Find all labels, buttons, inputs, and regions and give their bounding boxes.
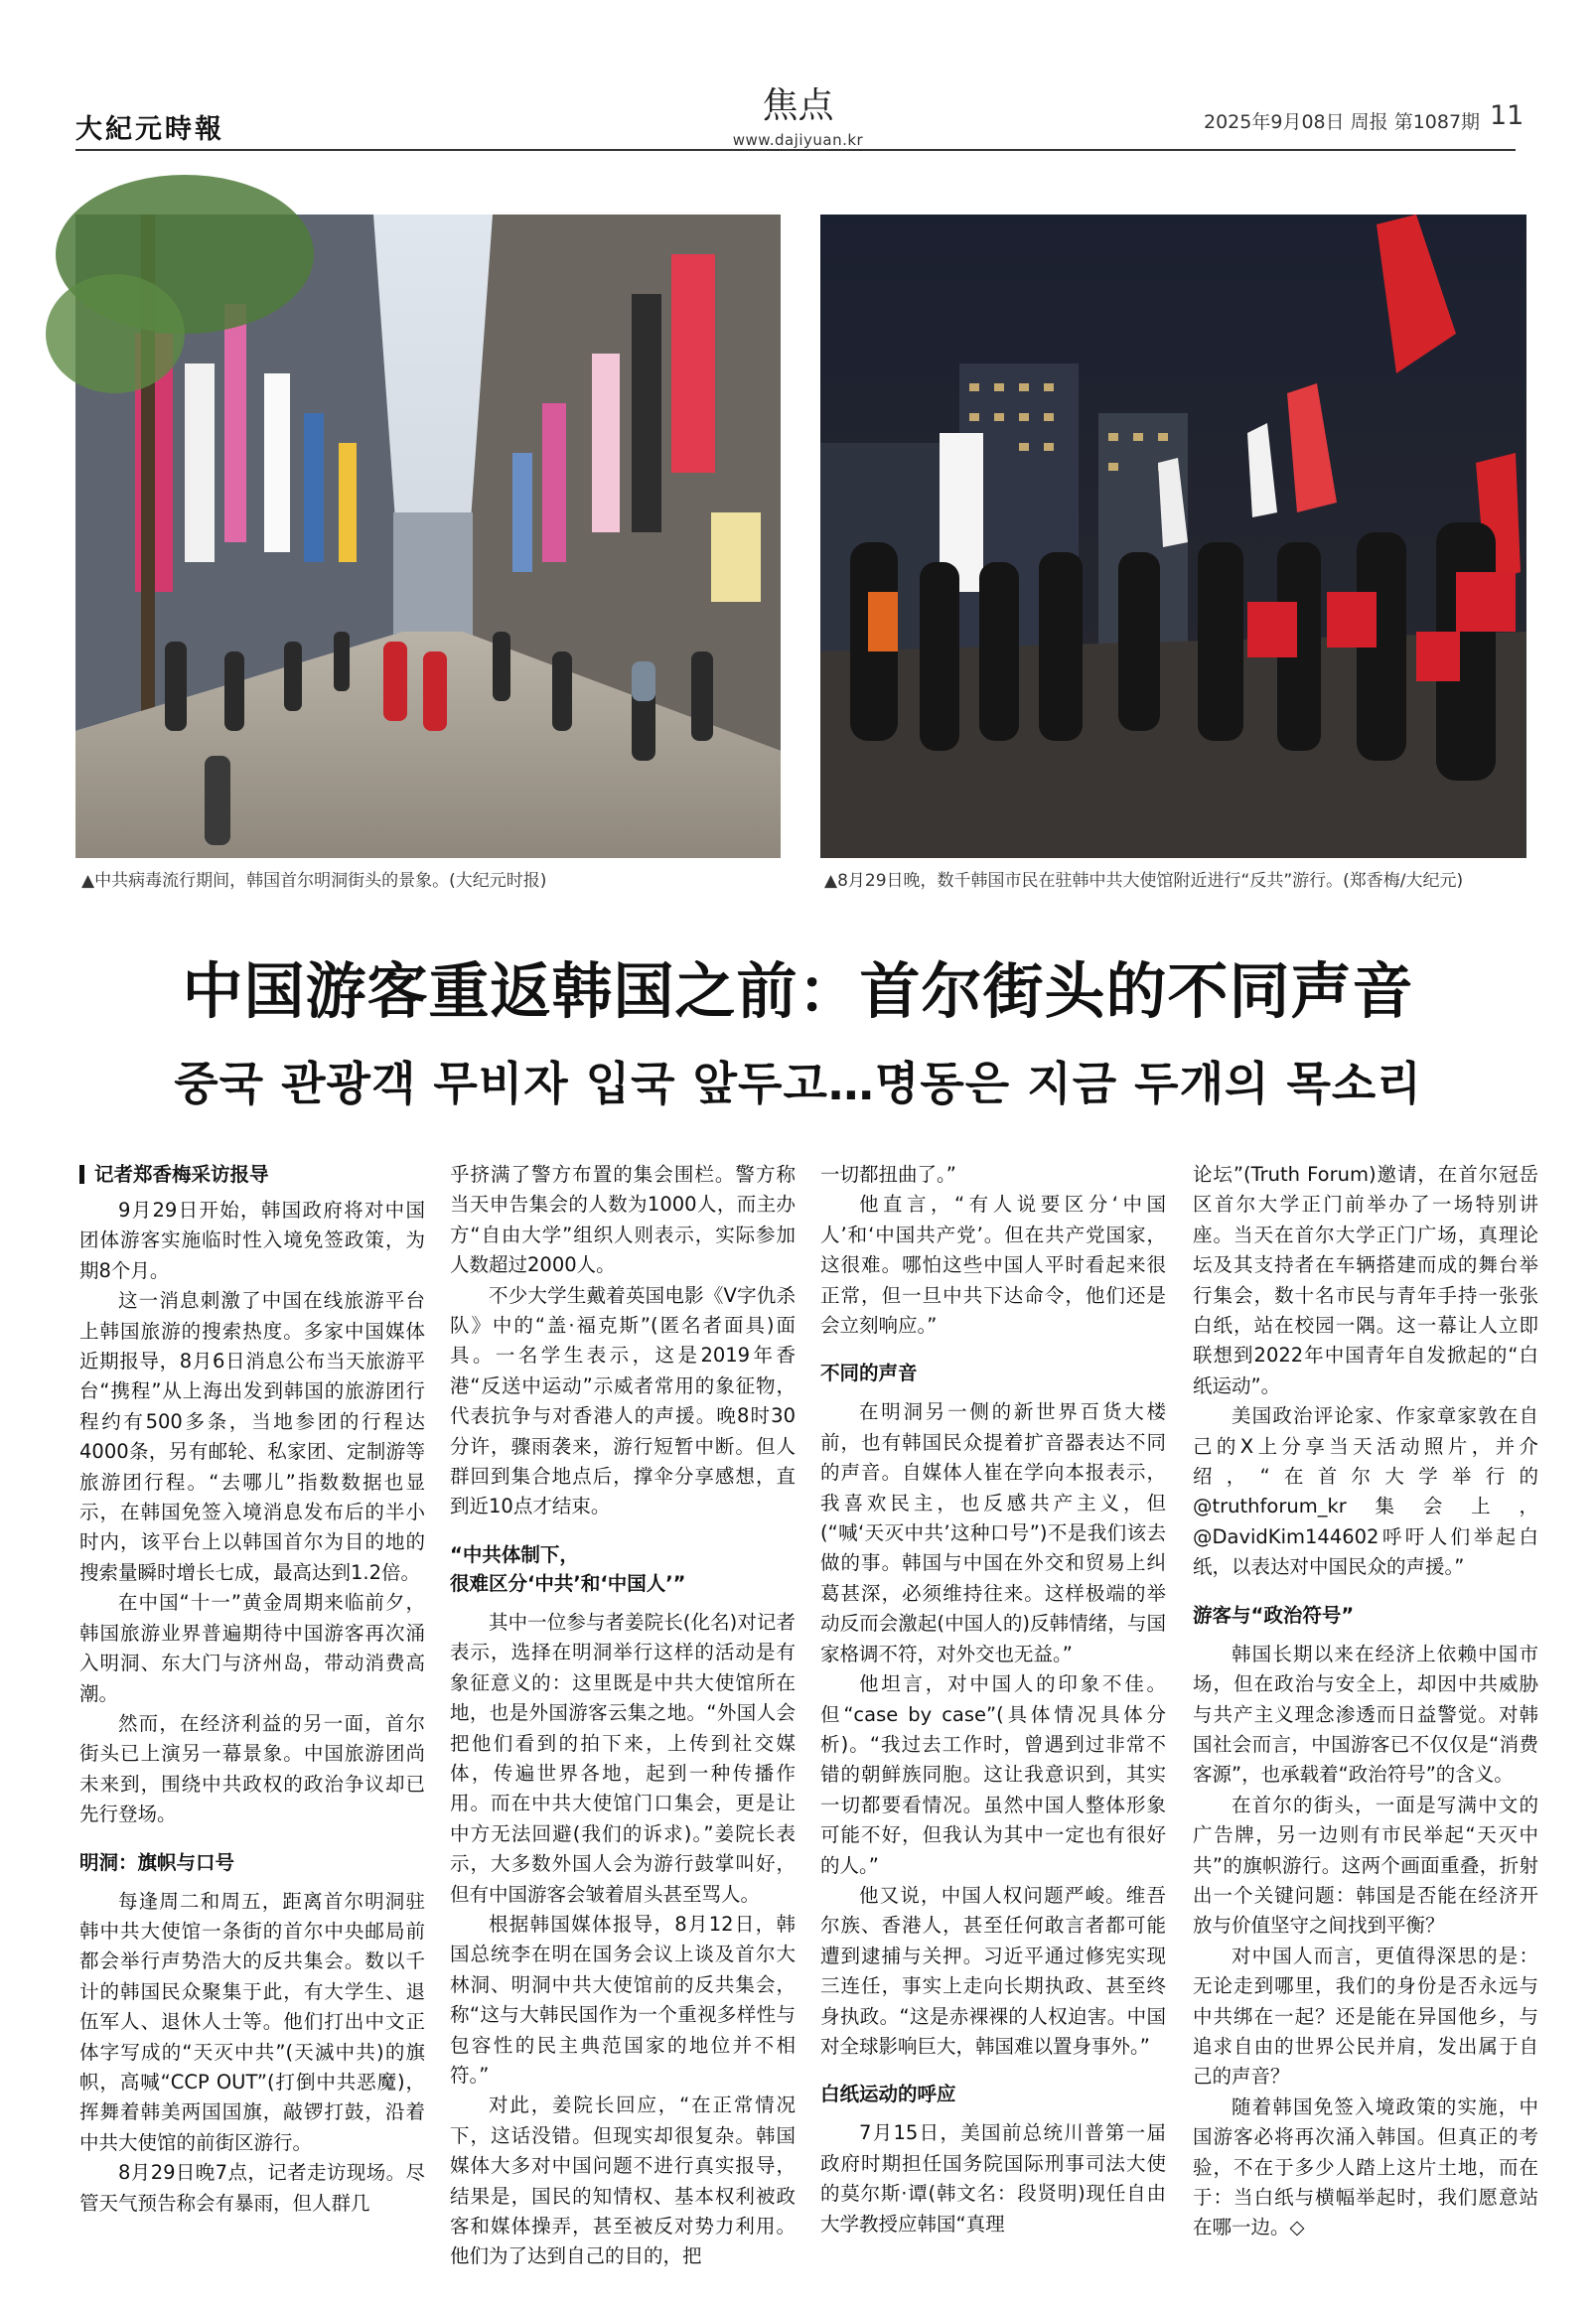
section-title: 焦点 xyxy=(762,85,834,126)
article-paragraph: 不少大学生戴着英国电影《V字仇杀队》中的“盖·福克斯”(匿名者面具)面具。一名学生表示，这是2019年香港“反送中运动”示威者常用的象征物，代表抗争与对香港人的声援。晚8时30分许，骤雨袭来，游行短暂中断。但人群回到集合地点后，撑伞分享感想，直到近10点才结束。 xyxy=(450,1283,796,1518)
article-paragraph: 美国政治评论家、作家章家敦在自己的X上分享当天活动照片，并介绍，“在首尔大学举行的@truthforum_kr集会上，@DavidKim144602呼吁人们举起白纸，以表达对中国民众的声援。” xyxy=(1193,1404,1538,1579)
article-column-2 xyxy=(450,1160,796,2268)
masthead-logo: 大紀元時報 xyxy=(75,114,224,145)
article-paragraph: 论坛”(Truth Forum)邀请，在首尔冠岳区首尔大学正门前举办了一场特别讲座。当天在首尔大学正门广场，真理论坛及其支持者在车辆搭建而成的舞台举行集会，数十名市民与青年手持一张张白纸，站在校园一隅。这一幕让人立即联想到2022年中国青年自发掀起的“白纸运动”。 xyxy=(1193,1163,1538,1397)
photo-night-protest xyxy=(820,215,1526,858)
photo-caption: ▲中共病毒流行期间，韩国首尔明洞街头的景象。(大纪元时报) xyxy=(81,871,547,891)
page-number: 11 xyxy=(1490,100,1524,131)
section-heading: 不同的声音 xyxy=(820,1362,918,1385)
section-heading: 游客与“政治符号” xyxy=(1193,1603,1355,1627)
issue-info: 2025年9月08日 周报 第1087期 xyxy=(1204,111,1481,133)
article-paragraph: 韩国长期以来在经济上依赖中国市场，但在政治与安全上，却因中共威胁与共产主义理念渗透而日益警觉。对韩国社会而言，中国游客已不仅仅是“消费客源”，也承载着“政治符号”的含义。 xyxy=(1193,1642,1538,1787)
article-column-4 xyxy=(1193,1160,1538,2252)
article-paragraph: 对中国人而言，更值得深思的是：无论走到哪里，我们的身份是否永远与中共绑在一起？还是能在异国他乡，与追求自由的世界公民并肩，发出属于自己的声音？ xyxy=(1193,1944,1538,2089)
site-url: www.dajiyuan.kr xyxy=(732,131,864,149)
article-paragraph: 在首尔的街头，一面是写满中文的广告牌，另一边则有市民举起“天灭中共”的旗帜游行。这两个画面重叠，折射出一个关键问题：韩国是否能在经济开放与价值坚守之间找到平衡？ xyxy=(1193,1793,1538,1938)
section-heading: 白纸运动的呼应 xyxy=(820,2083,956,2106)
article-paragraph: 在中国“十一”黄金周期来临前夕，韩国旅游业界普遍期待中国游客再次涌入明洞、东大门与济州岛，带动消费高潮。 xyxy=(79,1591,425,1705)
headline: 中国游客重返韩国之前：首尔街头的不同声音 xyxy=(182,956,1414,1027)
article-column-1 xyxy=(79,1160,425,2252)
photo-myeongdong-street xyxy=(75,215,781,858)
photo-caption: ▲8月29日晚，数千韩国市民在驻韩中共大使馆附近进行“反共”游行。(郑香梅/大纪元) xyxy=(824,871,1464,891)
article-paragraph: 7月15日，美国前总统川普第一届政府时期担任国务院国际刑事司法大使的莫尔斯·谭(韩文名：段贤明)现任自由大学教授应韩国“真理 xyxy=(820,2121,1166,2236)
article-paragraph: 他坦言，对中国人的印象不佳。但“case by case”(具体情况具体分析)。“我过去工作时，曾遇到过非常不错的朝鲜族同胞。这让我意识到，其实一切都要看情况。虽然中国人整体形象可能不好，但我认为其中一定也有很好的人。” xyxy=(820,1672,1166,1877)
article-paragraph: 对此，姜院长回应，“在正常情况下，这话没错。但现实却很复杂。韩国媒体大多对中国问题不进行真实报导，结果是，国民的知情权、基本权利被政客和媒体操弄，甚至被反对势力利用。他们为了达到自己的目的，把 xyxy=(450,2094,796,2268)
header-rule xyxy=(75,149,1516,151)
article-paragraph: 8月29日晚7点，记者走访现场。尽管天气预告称会有暴雨，但人群几 xyxy=(79,2161,425,2215)
article-paragraph: 每逢周二和周五，距离首尔明洞驻韩中共大使馆一条街的首尔中央邮局前都会举行声势浩大的反共集会。数以千计的韩国民众聚集于此，有大学生、退伍军人、退休人士等。他们打出中文正体字写成的“天灭中共”(天滅中共)的旗帜，高喊“CCP OUT”(打倒中共恶魔)，挥舞着韩美两国国旗，敲锣打鼓，沿着中共大使馆的前街区游行。 xyxy=(79,1889,425,2154)
section-heading: “中共体制下， 很难区分‘中共’和‘中国人’” xyxy=(450,1542,686,1595)
article-paragraph: 乎挤满了警方布置的集会围栏。警方称当天申告集会的人数为1000人，而主办方“自由大学”组织人则表示，实际参加人数超过2000人。 xyxy=(450,1163,796,1277)
article-paragraph: 他又说，中国人权问题严峻。维吾尔族、香港人，甚至任何敢言者都可能遭到逮捕与关押。习近平通过修宪实现三连任，事实上走向长期执政、甚至终身执政。“这是赤裸裸的人权迫害。中国对全球影响巨大，韩国难以置身事外。” xyxy=(820,1883,1166,2058)
subheadline: 중국 관광객 무비자 입국 앞두고…명동은 지금 두개의 목소리 xyxy=(174,1057,1422,1110)
article-paragraph: 根据韩国媒体报导，8月12日，韩国总统李在明在国务会议上谈及首尔大林洞、明洞中共大使馆前的反共集会，称“这与大韩民国作为一个重视多样性与包容性的民主典范国家的地位并不相符。” xyxy=(450,1912,796,2087)
article-paragraph: 在明洞另一侧的新世界百货大楼前，也有韩国民众提着扩音器表达不同的声音。自媒体人崔在学向本报表示，我喜欢民主，也反感共产主义，但(“喊‘天灭中共’这种口号”)不是我们该去做的事。韩国与中国在外交和贸易上纠葛甚深，必须维持往来。这样极端的举动反而会激起(中国人的)反韩情绪，与国家格调不符，对外交也无益。” xyxy=(820,1400,1166,1665)
section-heading: 明洞：旗帜与口号 xyxy=(79,1850,235,1874)
article-paragraph: 随着韩国免签入境政策的实施，中国游客必将再次涌入韩国。但真正的考验，不在于多少人踏上这片土地，而在于：当白纸与横幅举起时，我们愿意站在哪一边。◇ xyxy=(1193,2094,1538,2239)
article-paragraph: 他直言，“有人说要区分‘中国人’和‘中国共产党’。但在共产党国家，这很难。哪怕这些中国人平时看起来很正常，但一旦中共下达命令，他们还是会立刻响应。” xyxy=(820,1193,1166,1338)
article-paragraph: 9月29日开始，韩国政府将对中国团体游客实施临时性入境免签政策，为期8个月。 xyxy=(79,1199,425,1282)
article-column-3 xyxy=(820,1160,1166,2252)
article-paragraph: 一切都扭曲了。” xyxy=(820,1163,956,1186)
byline: 记者郑香梅采访报导 xyxy=(79,1160,425,1190)
article-paragraph: 这一消息刺激了中国在线旅游平台上韩国旅游的搜索热度。多家中国媒体近期报导，8月6日消息公布当天旅游平台“携程”从上海出发到韩国的旅游团行程约有500多条，当地参团的行程达4000条，另有邮轮、私家团、定制游等旅游团行程。“去哪儿”指数数据也显示，在韩国免签入境消息发布后的半小时内，该平台上以韩国首尔为目的地的搜索量瞬时增长七成，最高达到1.2倍。 xyxy=(79,1289,425,1584)
article-paragraph: 其中一位参与者姜院长(化名)对记者表示，选择在明洞举行这样的活动是有象征意义的：这里既是中共大使馆所在地，也是外国游客云集之地。“外国人会把他们看到的拍下来，上传到社交媒体，传遍世界各地，起到一种传播作用。而在中共大使馆门口集会，更是让中方无法回避(我们的诉求)。”姜院长表示，大多数外国人会为游行鼓掌叫好，但有中国游客会皱着眉头甚至骂人。 xyxy=(450,1610,796,1906)
article-paragraph: 然而，在经济利益的另一面，首尔街头已上演另一幕景象。中国旅游团尚未来到，围绕中共政权的政治争议却已先行登场。 xyxy=(79,1711,425,1826)
